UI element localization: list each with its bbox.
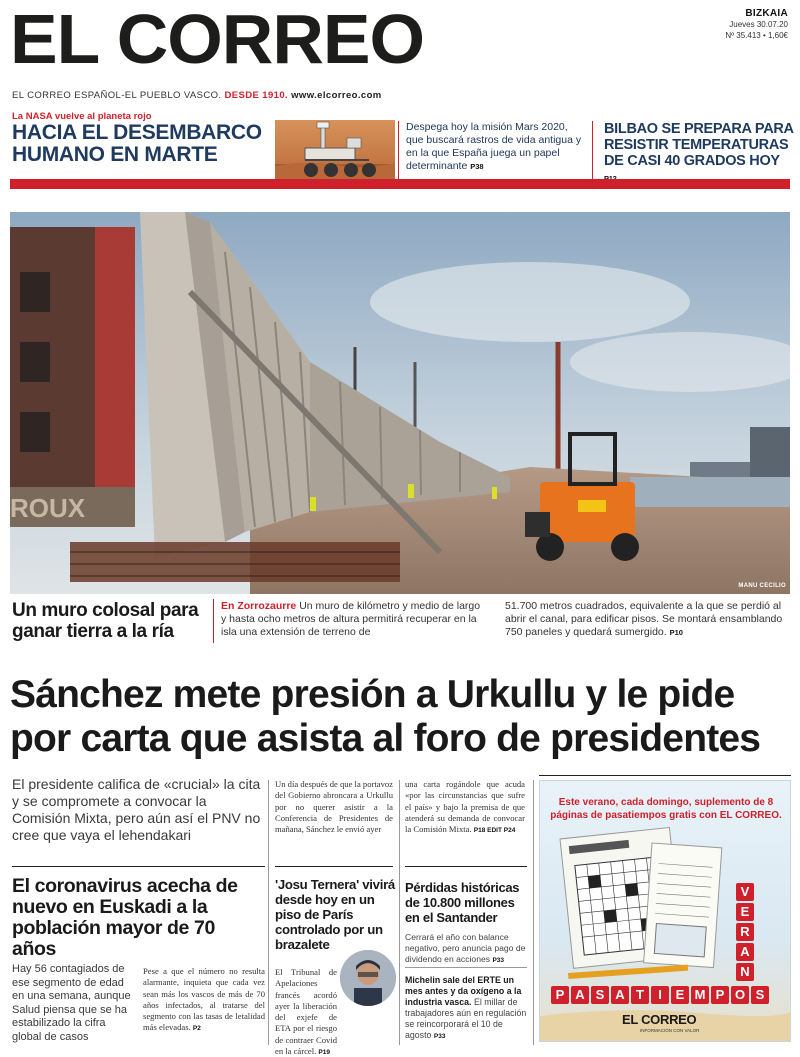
portrait-illustration [340, 950, 396, 1006]
letter-tile: A [571, 986, 589, 1004]
teaser-divider [398, 121, 399, 181]
veranos-tiles [736, 883, 756, 983]
edition-date: Jueves 30.07.20 [729, 20, 788, 29]
letter-tile: A [736, 943, 754, 961]
lead-body-col2 [405, 779, 525, 836]
letter-tile: R [736, 923, 754, 941]
ternera-headline[interactable]: 'Josu Ternera' vivirá desde hoy en un piso de París controlado por un brazalete [275, 877, 395, 952]
svg-text:ROUX: ROUX [10, 493, 86, 523]
pasatiempos-tiles [551, 986, 781, 1004]
letter-tile: A [611, 986, 629, 1004]
lead-body-col2-text: una carta rogándole que acuda «por las circunstancias que sufre el país» y bajo la premisa de que atenderá su demanda de convocar la Comisión Mixta. [405, 779, 525, 835]
wall-story-title[interactable]: Un muro colosal para ganar tierra a la ría [12, 600, 199, 642]
photo-credit: MANU CECILIO [738, 583, 786, 589]
lead-body-col1: Un día después de que la portavoz del Gobierno abroncara a Urkullu por no querer asistir a la Conferencia de Presidentes de mañana, Sánchez le envió ayer [275, 779, 393, 835]
corona-body [143, 966, 265, 1035]
masthead-tagline [12, 90, 382, 101]
corona-headline[interactable]: El coronavirus acecha de nuevo en Euskadi a la población mayor de 70 años [12, 875, 238, 960]
letter-tile: V [736, 883, 754, 901]
tagline-text: EL CORREO ESPAÑOL-EL PUEBLO VASCO. [12, 90, 222, 101]
ternera-portrait[interactable] [340, 950, 396, 1006]
mars-headline[interactable]: HACIA EL DESEMBARCO HUMANO EN MARTE [12, 121, 262, 166]
michelin-brief[interactable] [405, 975, 529, 1042]
letter-tile: I [651, 986, 669, 1004]
letter-tile: T [631, 986, 649, 1004]
website-link[interactable]: www.elcorreo.com [291, 90, 382, 101]
santander-body [405, 932, 527, 966]
section-red-bar [10, 179, 790, 189]
letter-tile: S [591, 986, 609, 1004]
corona-page-ref: P2 [192, 1025, 201, 1033]
rover-illustration [275, 120, 395, 188]
letter-tile: S [751, 986, 769, 1004]
bilbao-headline-text: BILBAO SE PREPARA PARA RESISTIR TEMPERATURAS DE CASI 40 GRADOS HOY [604, 121, 794, 169]
edition-number-price: Nº 35.413 • 1,60€ [725, 31, 788, 40]
story-separator [275, 866, 393, 867]
wall-construction-illustration [10, 212, 790, 594]
letter-tile: O [731, 986, 749, 1004]
promo-logo-subtitle: INFORMACIÓN CON VALOR [640, 1028, 700, 1033]
michelin-page-ref: P33 [433, 1033, 446, 1040]
tagline-since: DESDE 1910. [224, 90, 289, 101]
bilbao-headline[interactable] [604, 121, 794, 187]
michelin-lead: Michelin sale del ERTE un mes antes y da oxígeno a la industria vasca. [405, 975, 522, 1007]
wall-story-keyword: En Zorrozaurre [221, 600, 297, 612]
letter-tile: E [736, 903, 754, 921]
caption-divider [213, 599, 214, 643]
masthead-logo[interactable]: EL CORREO [10, 0, 424, 78]
mars-rover-image[interactable] [275, 120, 395, 188]
promo-logo: EL CORREO [622, 1012, 697, 1027]
letter-tile: E [671, 986, 689, 1004]
mars-page-ref: P38 [470, 162, 484, 171]
corona-body-text: Pese a que el número no resulta alarmante, inquieta que cada vez sean más los vascos de más de 70 años infectados, al tratarse del segmento con las tasas de letalidad más elevadas. [143, 966, 265, 1033]
santander-page-ref: P33 [492, 957, 505, 964]
wall-story-text-col1 [221, 600, 483, 639]
wall-story-page-ref: P10 [669, 628, 683, 637]
promo-text: Este verano, cada domingo, suplemento de 8 páginas de pasatiempos gratis con EL CORREO. [550, 797, 782, 821]
letter-tile: N [736, 963, 754, 981]
teaser-divider [592, 121, 593, 181]
lead-headline[interactable]: Sánchez mete presión a Urkullu y le pide por carta que asista al foro de presidentes [10, 673, 761, 760]
lead-dek: El presidente califica de «crucial» la cita y se compromete a convocar la Comisión Mixta, pero aún así el PNV no cree que vaya el lehendakari [12, 776, 261, 843]
column-divider [533, 780, 534, 1045]
corona-summary: Hay 56 contagiados de ese segmento de edad en una semana, aunque Salud piensa que se ha estabilizado la cifra global de casos [12, 963, 131, 1043]
column-divider [399, 780, 400, 1045]
letter-tile: M [691, 986, 709, 1004]
santander-body-text: Cerrará el año con balance negativo, pero anuncia pago de dividendo en acciones [405, 932, 526, 964]
lead-page-ref: P18 EDIT P24 [473, 827, 516, 835]
edition-region: BIZKAIA [745, 8, 788, 19]
santander-headline[interactable]: Pérdidas históricas de 10.800 millones en el Santander [405, 880, 520, 925]
mars-summary-text: Despega hoy la misión Mars 2020, que buscará rastros de vida antigua y en la que España juega un papel determinante [406, 121, 582, 172]
michelin-body: El millar de trabajadores aún en regulación se reincorporará el 10 de agosto [405, 997, 527, 1040]
letter-tile: P [711, 986, 729, 1004]
mars-summary[interactable] [406, 121, 586, 173]
mars-kicker: La NASA vuelve al planeta rojo [12, 111, 152, 122]
wall-story-text-col2 [505, 600, 790, 639]
column-divider [268, 780, 269, 1045]
story-separator [12, 866, 265, 867]
wall-story-text1: Un muro de kilómetro y medio de largo y hasta ocho metros de altura permitirá recuperar en la isla una extensión de terreno de [221, 600, 481, 638]
letter-tile: P [551, 986, 569, 1004]
ternera-page-ref: P19 [318, 1049, 330, 1057]
wall-story-text2: 51.700 metros cuadrados, equivalente a la que se perdió al abrir el canal, para edificar pisos. Se montará ensamblando 750 paneles y quedará sumergido. [505, 600, 783, 638]
zorrozaurre-wall-photo[interactable] [10, 212, 790, 594]
story-separator [405, 967, 527, 968]
story-separator [405, 866, 527, 867]
story-separator [539, 775, 791, 776]
ternera-body-text: El Tribunal de Apelaciones francés acordó ayer la liberación del exjefe de ETA por el riesgo de contraer Covid en la cárcel. [275, 967, 337, 1057]
edition-info [725, 8, 788, 41]
